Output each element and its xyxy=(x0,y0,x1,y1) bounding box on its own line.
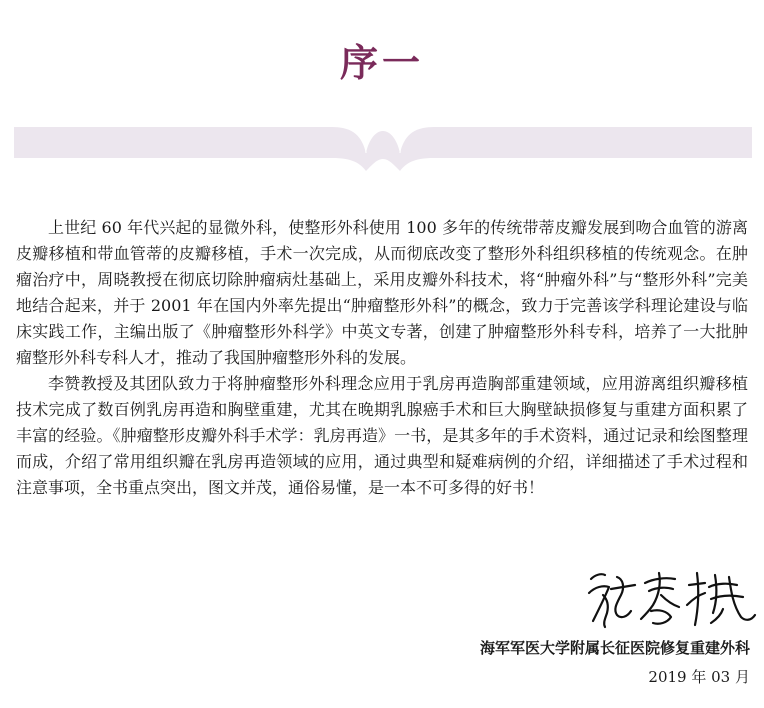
preface-date: 2019 年 03 月 xyxy=(648,668,750,686)
paragraph-2: 李赞教授及其团队致力于将肿瘤整形外科理念应用于乳房再造胸部重建领域，应用游离组织瓣移植技术完成了数百例乳房再造和胸壁重建，尤其在晚期乳腺癌手术和巨大胸壁缺损修复与重建方面积累了丰富的经验。《肿瘤整形皮瓣外科手术学：乳房再造》一书，是其多年的手术资料，通过记录和绘图整理而成，介绍了常用组织瓣在乳房再造领域的应用，通过典型和疑难病例的介绍，详细描述了手术过程和注意事项，全书重点突出，图文并茂，通俗易懂，是一本不可多得的好书！ xyxy=(16,374,748,497)
paragraph-1: 上世纪 60 年代兴起的显微外科，使整形外科使用 100 多年的传统带蒂皮瓣发展到吻合血管的游离皮瓣移植和带血管蒂的皮瓣移植，手术一次完成，从而彻底改变了整形外科组织移植的传统观念。在肿瘤治疗中，周晓教授在彻底切除肿瘤病灶基础上，采用皮瓣外科技术，将“肿瘤外科”与“整形外科”完美地结合起来，并于 2001 年在国内外率先提出“肿瘤整形外科”的概念，致力于完善该学科理论建设与临床实践工作，主编出版了《肿瘤整形外科学》中英文专著，创建了肿瘤整形外科专科，培养了一大批肿瘤整形外科专科人才，推动了我国肿瘤整形外科的发展。 xyxy=(16,218,748,367)
author-affiliation: 海军军医大学附属长征医院修复重建外科 xyxy=(479,639,750,657)
decorative-banner xyxy=(14,125,752,173)
page-title: 序一 xyxy=(339,41,424,86)
handwritten-signature xyxy=(583,565,759,631)
preface-body xyxy=(16,215,748,501)
